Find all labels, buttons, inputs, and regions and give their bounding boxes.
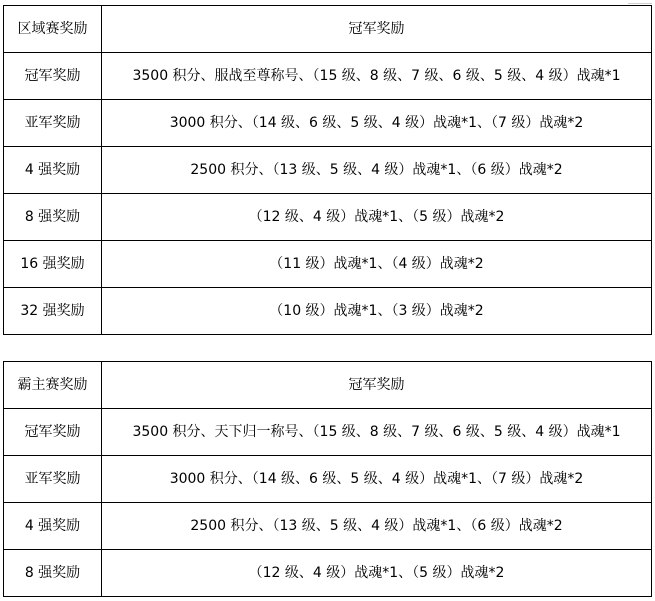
rank-label-cell: 16 强奖励 bbox=[4, 241, 102, 288]
reward-cell: （12 级、4 级）战魂*1、（5 级）战魂*2 bbox=[102, 194, 652, 241]
rank-label-cell: 4 强奖励 bbox=[4, 503, 102, 550]
table-row bbox=[4, 503, 652, 550]
table-row bbox=[4, 147, 652, 194]
table-row bbox=[4, 456, 652, 503]
rank-label-cell: 冠军奖励 bbox=[4, 409, 102, 456]
reward-cell: 3000 积分、（14 级、6 级、5 级、4 级）战魂*1、（7 级）战魂*2 bbox=[102, 456, 652, 503]
reward-cell: 3500 积分、服战至尊称号、（15 级、8 级、7 级、6 级、5 级、4 级）战魂*1 bbox=[102, 53, 652, 100]
reward-cell: （12 级、4 级）战魂*1、（5 级）战魂*2 bbox=[102, 550, 652, 597]
table-row bbox=[4, 550, 652, 597]
reward-cell: 3500 积分、天下归一称号、（15 级、8 级、7 级、6 级、5 级、4 级）战魂*1 bbox=[102, 409, 652, 456]
reward-cell: 3000 积分、（14 级、6 级、5 级、4 级）战魂*1、（7 级）战魂*2 bbox=[102, 100, 652, 147]
header-label-cell: 霸主赛奖励 bbox=[4, 362, 102, 409]
table-row bbox=[4, 100, 652, 147]
reward-cell: （11 级）战魂*1、（4 级）战魂*2 bbox=[102, 241, 652, 288]
header-reward-cell: 冠军奖励 bbox=[102, 362, 652, 409]
table-header-row bbox=[4, 6, 652, 53]
reward-cell: 2500 积分、（13 级、5 级、4 级）战魂*1、（6 级）战魂*2 bbox=[102, 503, 652, 550]
rank-label-cell: 冠军奖励 bbox=[4, 53, 102, 100]
regional-reward-table bbox=[3, 5, 652, 335]
page-corner-mark bbox=[628, 0, 652, 4]
rank-label-cell: 4 强奖励 bbox=[4, 147, 102, 194]
reward-cell: （10 级）战魂*1、（3 级）战魂*2 bbox=[102, 288, 652, 335]
header-label-cell: 区域赛奖励 bbox=[4, 6, 102, 53]
rank-label-cell: 8 强奖励 bbox=[4, 550, 102, 597]
rank-label-cell: 亚军奖励 bbox=[4, 100, 102, 147]
table-row bbox=[4, 53, 652, 100]
table-row bbox=[4, 409, 652, 456]
header-reward-cell: 冠军奖励 bbox=[102, 6, 652, 53]
rank-label-cell: 亚军奖励 bbox=[4, 456, 102, 503]
rank-label-cell: 32 强奖励 bbox=[4, 288, 102, 335]
rank-label-cell: 8 强奖励 bbox=[4, 194, 102, 241]
table-row bbox=[4, 288, 652, 335]
reward-cell: 2500 积分、（13 级、5 级、4 级）战魂*1、（6 级）战魂*2 bbox=[102, 147, 652, 194]
overlord-reward-table bbox=[3, 361, 652, 597]
table-header-row bbox=[4, 362, 652, 409]
table-row bbox=[4, 241, 652, 288]
table-row bbox=[4, 194, 652, 241]
